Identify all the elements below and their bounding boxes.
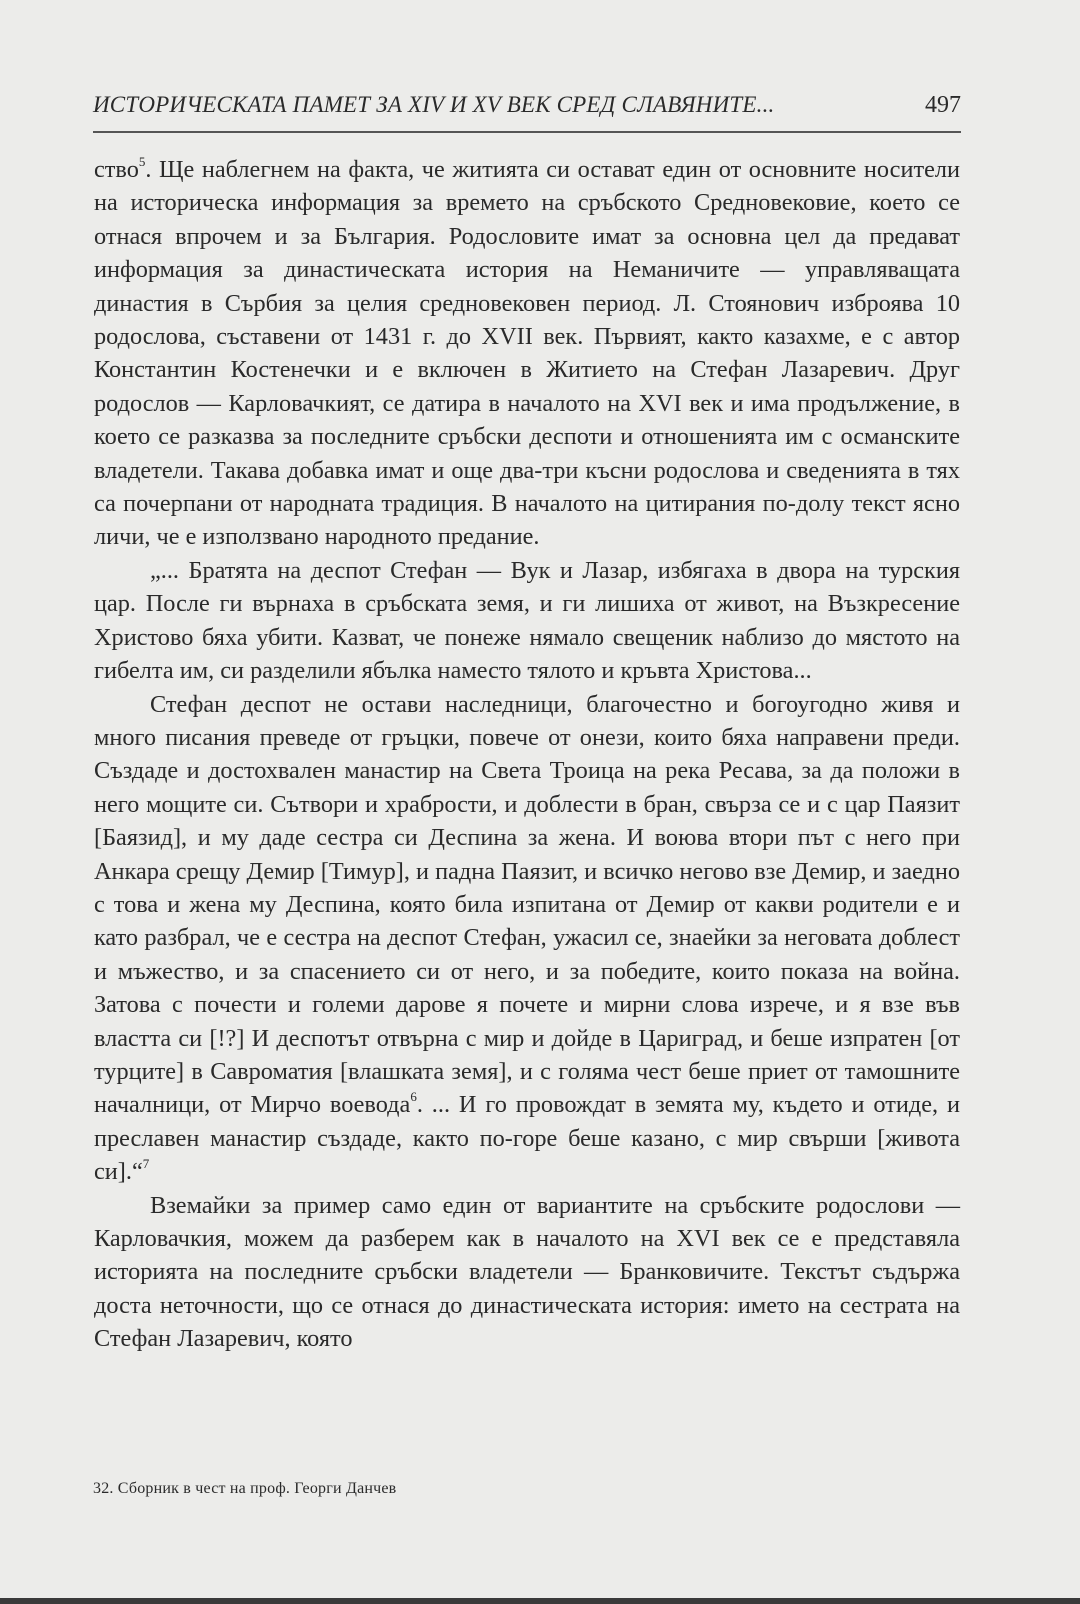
- quote-paragraph: „... Братята на деспот Стефан — Вук и Лазар, избягаха в двора на турския цар. После ги върнаха в сръбската земя, и ги лишиха от живот, на Възкресение Христово бяха убити. Казват, че понеже нямало свещеник наблизо до мястото на гибелта им, си разделили ябълка наместо тялото и кръвта Христова...: [94, 556, 960, 685]
- running-title: ИСТОРИЧЕСКАТА ПАМЕТ ЗА XIV И XV ВЕК СРЕД СЛАВЯНИТЕ...: [93, 92, 775, 117]
- body-text: [94, 153, 960, 1356]
- quote-paragraph: Стефан деспот не остави наследници, благочестно и богоугодно живя и много писания преведе от гръцки, повече от онези, които бяха направени преди. Създаде и достохвален манастир на Света Троица на река Ресава, за да положи в него мощите си. Сътвори и храбрости, и доблести в бран, свърза се и с цар Паязит [Баязид], и му даде сестра си Деспина за жена. И воюва втори път с него при Анкара срещу Демир [Тимур], и падна Паязит, и всичко негово взе Демир, и заедно с това и жена му Деспина, която била изпитана от Демир от какви родители е и като разбрал, че е сестра на деспот Стефан, ужасил се, знаейки за неговата доблест и мъжество, и за спасението си от него, и за победите, които показа на война. Затова с почести и големи дарове я почете и мирни слова изрече, и я взе във властта си [!?] И деспотът отвърна с мир и дойде в Цариград, и беше изпратен [от турците] в Савроматия [влашката земя], и с голяма чест беше приет от тамошните началници, от Мирчо воевода$^6$. ... И го провождат в земята му, където и отиде, и преславен манастир създаде, както по-горе беше казано, с мир свърши [живота си].“$^7$: [94, 690, 960, 1186]
- page-bottom-edge: [0, 1598, 1080, 1604]
- paragraph: Вземайки за пример само един от вариантите на сръбските родослови — Карловачкия, можем да разберем как в началото на XVI век се е представяла историята на последните сръбски владетели — Бранковичите. Текстът съдържа доста неточности, що се отнася до династическата история: името на сестрата на Стефан Лазаревич, която: [94, 1191, 960, 1353]
- footnote-ref: 7: [142, 1156, 150, 1172]
- paragraph: ство$^5$. Ще наблегнем на факта, че житията си остават един от основните носители на историческа информация за времето на сръбското Средновековие, което се отнася впрочем и за България. Родословите имат за основна цел да предават информация за династическата история на Неманичите — управляващата династия в Сърбия за целия средновековен период. Л. Стоянович изброява 10 родослова, съставени от 1431 г. до XVII век. Първият, както казахме, е с автор Константин Костенечки и е включен в Житието на Стефан Лазаревич. Друг родослов — Карловачкият, се датира в началото на XVI век и има продължение, в което се разказва за последните сръбски деспоти и отношенията им с османските владетели. Такава добавка имат и още два-три късни родослова и сведенията в тях са почерпани от народната традиция. В началото на цитирания по-долу текст ясно личи, че е използвано народното предание.: [94, 153, 960, 551]
- signature-footer: 32. Сборник в чест на проф. Георги Данчев: [93, 1480, 397, 1497]
- footnote-ref: 5: [138, 153, 146, 169]
- running-header: [93, 92, 961, 132]
- header-rule: [93, 131, 961, 133]
- footnote-ref: 6: [410, 1089, 417, 1105]
- page-number: 497: [925, 92, 961, 118]
